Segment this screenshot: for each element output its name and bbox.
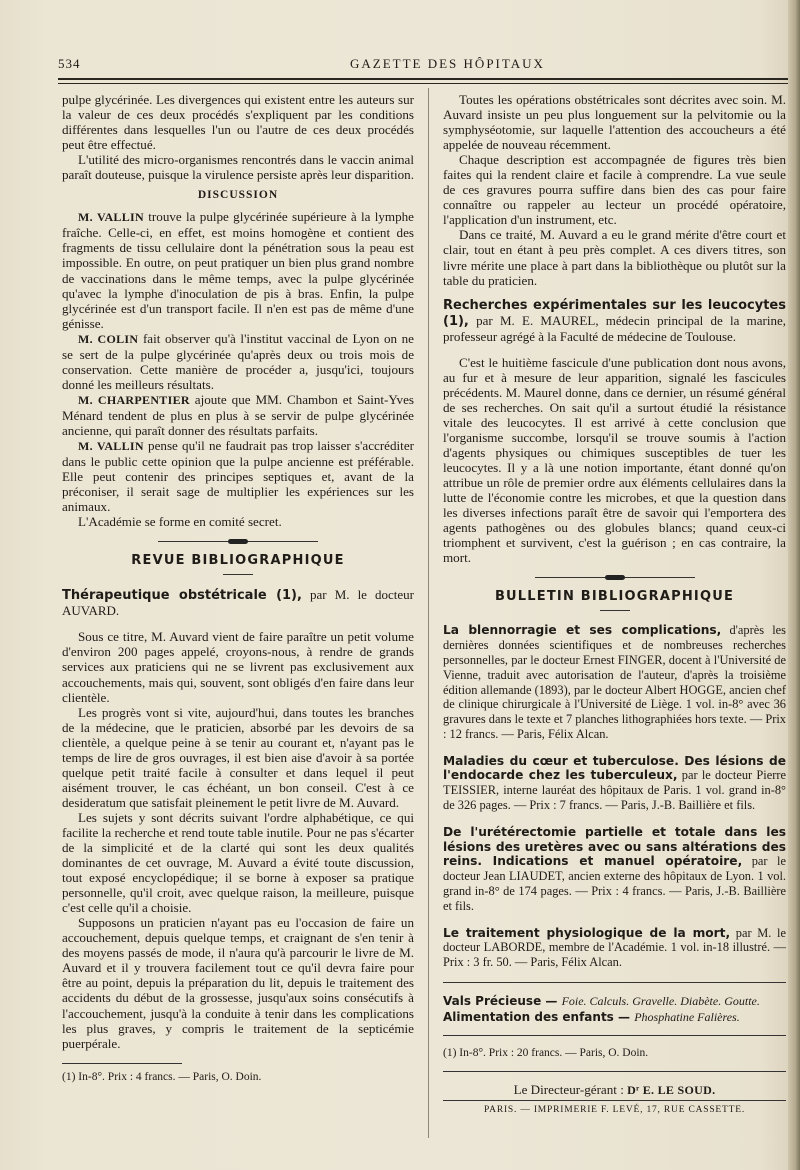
discussion-paragraph bbox=[62, 438, 414, 514]
director-name: Dʳ E. LE SOUD. bbox=[627, 1083, 716, 1098]
bibliography-entry bbox=[443, 825, 786, 914]
speaker-name: M. CHARPENTIER bbox=[78, 392, 190, 407]
director-line bbox=[443, 1082, 786, 1098]
rule bbox=[443, 1071, 786, 1072]
right-column bbox=[443, 92, 786, 1118]
journal-title: GAZETTE DES HÔPITAUX bbox=[350, 56, 545, 71]
paragraph: Supposons un praticien n'ayant pas eu l'occasion de faire un accouchement, depuis quelque temps, et craignant de s'en tenir à des moyens passés de mode, il n'aura qu'à parcourir le livre de M. Auvard et il y trouvera facilement tout ce qu'il devra faire pour être au point, depuis la préparation du lit, depuis le traitement des accidents du début de la grossesse, jusqu'aux soins consécutifs à l'accouchement, jusqu'à la conduite à tenir dans les complications les plus graves, y compris le traitement de la septicémie puerpérale. bbox=[62, 915, 414, 1051]
entry-title: De l'urétérectomie partielle et totale dans les lésions des uretères avec ou sans altérations des reins. Indications et manuel opératoire, bbox=[443, 824, 786, 869]
article-title-text: Recherches expérimentales sur les leucocytes (1), bbox=[443, 297, 786, 329]
rule bbox=[443, 1100, 786, 1101]
entry-title: Le traitement physiologique de la mort, bbox=[443, 925, 731, 940]
speaker-name: M. VALLIN bbox=[78, 210, 144, 225]
ad-description: Phosphatine Falières. bbox=[634, 1010, 740, 1025]
printer-line: PARIS. — IMPRIMERIE F. LEVÉ, 17, RUE CASSETTE. bbox=[483, 1105, 746, 1116]
footnote-rule bbox=[62, 1063, 182, 1064]
speaker-name: M. COLIN bbox=[78, 331, 139, 346]
director-label: Le Directeur-gérant : bbox=[513, 1082, 628, 1098]
entry-text: par le docteur Pierre TEISSIER, interne lauréat des hôpitaux de Paris. 1 vol. grand in-8° de 326 pages. — Prix : 7 francs. — Paris, J.-B. Baillière et fils. bbox=[443, 768, 786, 813]
left-column bbox=[62, 92, 414, 1085]
speaker-text: fait observer qu'à l'institut vaccinal de Lyon on ne se sert de la pulpe glycérinée qu'après deux ou trois mois de conservation. Cette manière de procéder a, jusqu'ici, toujours donné les meilleurs résultats. bbox=[62, 330, 414, 392]
section-ornament bbox=[158, 539, 318, 545]
rule bbox=[443, 1035, 786, 1036]
discussion-paragraph bbox=[62, 209, 414, 330]
paragraph: Sous ce titre, M. Auvard vient de faire paraître un petit volume d'environ 200 pages appelé, croyons-nous, à rendre de grands services aux praticiens qui ne se livrent pas exclusivement aux accouchements, mais qui, souvent, sont obligés d'en faire dans leur clientèle. bbox=[62, 629, 414, 705]
article-author: par M. le docteur AUVARD. bbox=[62, 587, 414, 619]
entry-title: Maladies du cœur et tuberculose. Des lésions de l'endocarde chez les tuberculeux, bbox=[443, 753, 786, 783]
article-title bbox=[62, 587, 414, 619]
paragraph: L'Académie se forme en comité secret. bbox=[78, 514, 282, 530]
short-rule bbox=[223, 574, 253, 575]
page-header bbox=[58, 56, 798, 76]
footnote: (1) In-8°. Prix : 4 francs. — Paris, O. Doin. bbox=[62, 1070, 262, 1083]
advertisement-line bbox=[443, 1009, 786, 1025]
bibliography-entry bbox=[443, 926, 786, 970]
paragraph: Toutes les opérations obstétricales sont décrites avec soin. M. Auvard insiste un peu plus longuement sur la pelvitomie ou la symphyséotomie, sur laquelle l'attention des accoucheurs a été appelée de nouveau récemment. bbox=[443, 92, 786, 153]
paragraph: C'est le huitième fascicule d'une publication dont nous avons, au fur et à mesure de leur apparition, signalé les fascicules précédents. M. Maurel donne, dans ce dernier, un résumé général de ses recherches. On sait qu'il a surtout étudié la résistance vitale des leucocytes. Il est arrivé à cette conclusion que l'organisme succombe, lorsqu'il se trouve soumis à l'action d'agents physiques ou chimiques susceptibles de tuer les leucocytes. Il y a là une notion importante, étant donné qu'on attribue un rôle de premier ordre aux éléments cellulaires dans la lutte de l'économie contre les microbes, et que la question dans les diverses infections paraît être de savoir qui l'emportera des agents pathogènes ou des globules blancs; quand ceux-ci triomphent et survivent, c'est la guérison ; en cas contraire, la mort. bbox=[443, 354, 786, 566]
discussion-paragraph bbox=[62, 331, 414, 392]
speaker-text: ajoute que MM. Chambon et Saint-Yves Ménard tendent de plus en plus à se servir de pulpe glycérinée ancienne, qui paraît donner des résultats parfaits. bbox=[62, 391, 414, 438]
page-edge-shadow bbox=[788, 0, 800, 1170]
speaker-text: trouve la pulpe glycérinée supérieure à la lymphe fraîche. Celle-ci, en effet, est moins homogène et contient des fragments de tissu cellulaire dont la pénétration sous la peau est impossible. En outre, on peut pratiquer un bien plus grand nombre de vaccinations dans le même temps, avec la pulpe glycérinée qu'avec la lymphe d'inoculation de pis à bras. Enfin, la pulpe glycérinée est d'un transport facile. Il n'en est pas de même d'une génisse. bbox=[62, 209, 414, 331]
bulletin-heading: BULLETIN BIBLIOGRAPHIQUE bbox=[494, 589, 735, 605]
header-double-rule bbox=[58, 78, 788, 84]
rule bbox=[443, 982, 786, 983]
ad-product: Vals Précieuse — bbox=[443, 994, 562, 1009]
discussion-paragraph bbox=[62, 392, 414, 438]
entry-text: d'après les dernières données scientifiques et de nombreuses recherches personnelles, par le docteur Ernest FINGER, docent à l'Université de Vienne, traduit avec autorisation de l'auteur, d'après la troisième édition allemande (1893), par le docteur Albert HOGGE, ancien chef de clinique chirurgicale à l'Université de Liège. 1 vol. in-8° avec 36 gravures dans le texte et 7 planches lithographiées hors texte. — Prix : 12 francs. — Paris, Félix Alcan. bbox=[443, 623, 786, 741]
ad-product: Alimentation des enfants — bbox=[443, 1010, 635, 1025]
discussion-heading: DISCUSSION bbox=[197, 189, 279, 202]
paragraph: L'utilité des micro-organismes rencontrés dans le vaccin animal paraît douteuse, puisque la virulence persiste après leur disparition. bbox=[62, 152, 414, 183]
speaker-text: pense qu'il ne faudrait pas trop laisser s'accréditer dans le public cette opinion que la pulpe ancienne est préférable. Elle peut contenir des principes septiques et, avant de la préconiser, il serait sage de multiplier les expériences sur les animaux. bbox=[62, 438, 414, 515]
article-title-text: Thérapeutique obstétricale (1), bbox=[62, 588, 302, 604]
bibliography-entry bbox=[443, 754, 786, 813]
paragraph: Chaque description est accompagnée de figures très bien faites qui la rendent claire et facile à comprendre. La vue seule de ces gravures pourra suffire dans bien des cas pour faire connaître ou rappeler au lecteur un procédé opératoire, l'application d'un instrument, etc. bbox=[443, 152, 786, 228]
speaker-name: M. VALLIN bbox=[78, 439, 144, 454]
article-title bbox=[443, 298, 786, 345]
article-author: par M. E. MAUREL, médecin principal de la marine, professeur agrégé à la Faculté de médecine de Toulouse. bbox=[443, 312, 786, 344]
entry-text: par le docteur Jean LIAUDET, ancien externe des hôpitaux de Lyon. 1 vol. grand in-8° de 174 pages. — Prix : 4 francs. — Paris, J.-B. Baillière et fils. bbox=[443, 854, 786, 913]
page-number: 534 bbox=[58, 56, 81, 71]
footnote: (1) In-8°. Prix : 20 francs. — Paris, O. Doin. bbox=[443, 1047, 649, 1060]
entry-title: La blennorragie et ses complications, bbox=[443, 623, 722, 638]
ad-description: Foie. Calculs. Gravelle. Diabète. Goutte. bbox=[561, 994, 760, 1009]
paragraph: Les progrès vont si vite, aujourd'hui, dans toutes les branches de la médecine, que le praticien, absorbé par les devoirs de sa clientèle, a quelque peine à se tenir au courant et, n'ayant pas le temps de lire de gros ouvrages, il est bien aise d'avoir à sa portée quelque petit traité facile à consulter et dans lequel il peut aisément trouver, le cas échéant, un bon conseil. C'est à ce desideratum que satisfait pleinement le petit livre de M. Auvard. bbox=[62, 704, 414, 810]
paragraph: pulpe glycérinée. Les divergences qui existent entre les auteurs sur la valeur de ces deux procédés s'expliquent par les conditions différentes dans lesquelles l'un ou l'autre de ces deux procédés peut être effectué. bbox=[62, 92, 414, 153]
paragraph: Les sujets y sont décrits suivant l'ordre alphabétique, ce qui facilite la recherche et rend toute table inutile. Pour ne pas s'écarter de la simplicité et de la clarté qui sont les deux qualités dominantes de cet ouvrage, M. Auvard a évité toute discussion, tout exposé encyclopédique; il se borne à exposer sa pratique personnelle, qu'il croit, avec quelque raison, la meilleure, puisque c'est celle qu'il a choisie. bbox=[62, 809, 414, 916]
short-rule bbox=[600, 610, 630, 611]
paragraph: Dans ce traité, M. Auvard a eu le grand mérite d'être court et clair, tout en étant à peu près complet. A ces divers titres, son livre mérite une place à part dans la bibliothèque ou plutôt sur la table du praticien. bbox=[443, 227, 786, 288]
entry-text: par M. le docteur LABORDE, membre de l'Académie. 1 vol. in-18 illustré. — Prix : 3 fr. 50. — Paris, Félix Alcan. bbox=[443, 925, 786, 970]
advertisement-line bbox=[443, 993, 786, 1009]
section-ornament bbox=[535, 575, 695, 581]
column-divider bbox=[428, 88, 429, 1138]
bibliography-entry bbox=[443, 623, 786, 741]
revue-heading: REVUE BIBLIOGRAPHIQUE bbox=[131, 553, 345, 569]
